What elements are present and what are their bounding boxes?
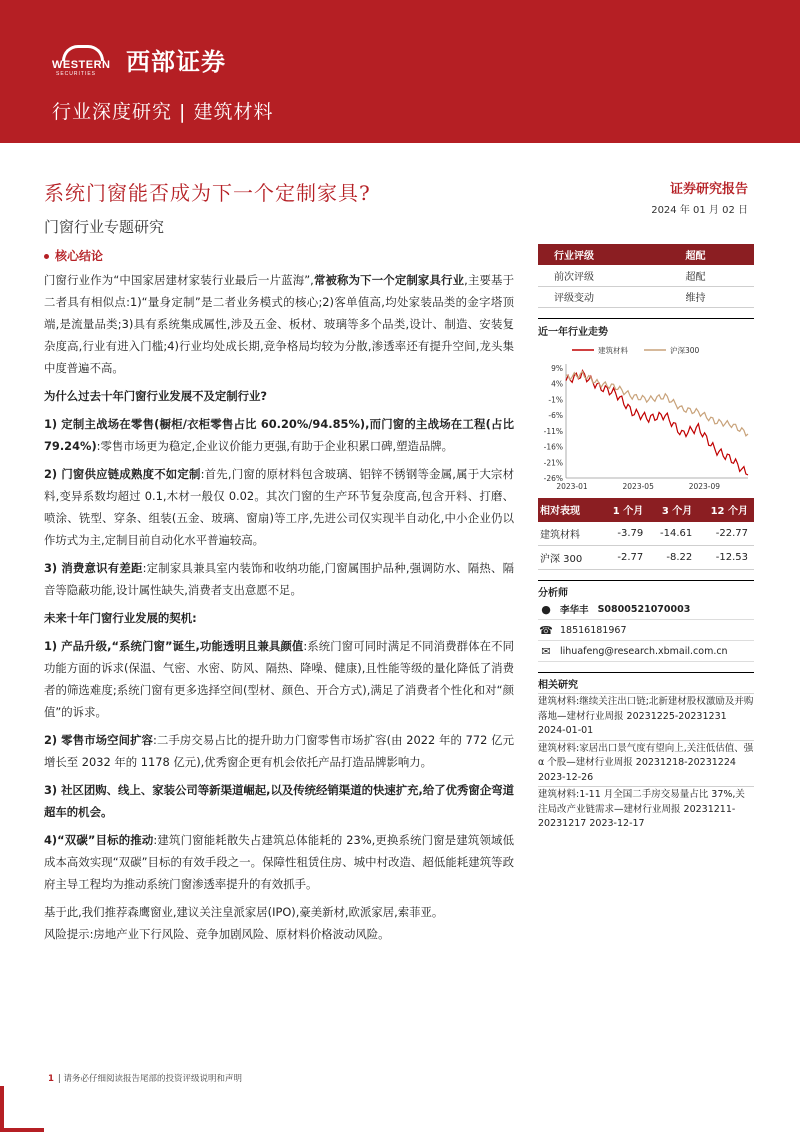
page-number: 1	[48, 1074, 54, 1084]
question-heading: 未来十年门窗行业发展的契机:	[44, 611, 197, 625]
y-tick-label: -1%	[548, 394, 563, 404]
company-name: 西部证券	[126, 48, 226, 76]
risk-note: 风险提示:房地产业下行风险、竞争加剧风险、原材料价格波动风险。	[44, 927, 390, 941]
header-banner	[0, 0, 800, 143]
paragraph: 3) 社区团购、线上、家装公司等新渠道崛起,以及传统经销渠道的快速扩充,给了优秀窗企弯道超车的机会。	[44, 783, 514, 819]
trend-chart-svg	[538, 338, 754, 490]
related-item[interactable]: 建筑材料:1-11 月全国二手房交易量占比 37%,关注局改产业链需求—建材行业周报 20231211-20231217 2023-12-17	[538, 786, 754, 833]
y-tick-label: 4%	[551, 379, 563, 389]
analyst-email-line[interactable]: ✉ lihuafeng@research.xbmail.com.cn	[538, 641, 754, 662]
main-text	[44, 269, 514, 951]
corner-decoration	[0, 1086, 4, 1132]
bullet-icon	[44, 254, 49, 259]
legend-label: 沪深300	[670, 345, 700, 355]
report-date: 2024 年 01 月 02 日	[651, 205, 748, 216]
trend-title: 近一年行业走势	[538, 318, 754, 338]
rating-row: 行业评级 超配	[538, 244, 754, 265]
y-tick-label: -16%	[543, 442, 563, 452]
rating-row: 前次评级 超配	[538, 265, 754, 286]
phone-icon: ☎	[539, 623, 553, 637]
corner-decoration	[0, 1128, 44, 1132]
related-title: 相关研究	[538, 672, 754, 691]
report-type: 证券研究报告	[669, 182, 748, 197]
y-tick-label: -11%	[543, 426, 563, 436]
paragraph: 4)“双碳”目标的推动:建筑门窗能耗散失占建筑总体能耗的 23%,更换系统门窗是建筑领域低成本高效实现“双碳”目标的有效手段之一。保障性租赁住房、城中村改造、超低能耗建筑等政府主导工程均为推动系统门窗渗透率提升的有效抓手。	[44, 833, 514, 891]
question-heading: 为什么过去十年门窗行业发展不及定制行业?	[44, 389, 268, 403]
performance-row: 沪深 300 -2.77 -8.22 -12.53	[538, 546, 754, 570]
performance-header: 相对表现 1 个月 3 个月 12 个月	[538, 498, 754, 522]
person-icon: ●	[541, 602, 551, 616]
company-logo	[52, 42, 226, 77]
rating-table	[538, 244, 754, 308]
performance-table	[538, 498, 754, 571]
y-tick-label: 9%	[551, 363, 563, 373]
paragraph: 2) 零售市场空间扩容:二手房交易占比的提升助力门窗零售市场扩容(由 2022 年的 772 亿元增长至 2032 年的 1178 亿元),优秀窗企更有机会依托产品打造品牌影响力。	[44, 733, 514, 769]
mail-icon: ✉	[541, 644, 551, 658]
x-tick-label: 2023-09	[688, 481, 721, 490]
paragraph: 基于此,我们推荐森鹰窗业,建议关注皇派家居(IPO),豪美新材,欧派家居,索菲亚。	[44, 905, 444, 919]
x-tick-label: 2023-05	[622, 481, 654, 490]
key-conclusion-heading: 核心结论	[44, 247, 103, 264]
paragraph: 3) 消费意识有差距:定制家具兼具室内装饰和收纳功能,门窗属围护品种,强调防水、隔热、隔音等隐蔽功能,设计属性缺失,消费者支出意愿不足。	[44, 561, 514, 597]
footer	[48, 1072, 242, 1084]
disclaimer: | 请务必仔细阅读报告尾部的投资评级说明和声明	[57, 1074, 242, 1084]
y-tick-label: -26%	[543, 473, 563, 483]
bull-logo-icon: WESTERN SECURITIES	[52, 45, 114, 75]
related-item[interactable]: 建筑材料:继续关注出口链;北新建材股权激励及并购落地—建材行业周报 20231225-20231231 2024-01-01	[538, 693, 754, 740]
series-line-building-materials	[566, 370, 748, 474]
paragraph: 门窗行业作为“中国家居建材家装行业最后一片蓝海”,常被称为下一个定制家具行业,主要基于二者具有相似点:1)“量身定制”是二者业务模式的核心;2)客单值高,均处家装品类的金字塔顶端,是流量品类;3)具有系统集成属性,涉及五金、板材、玻璃等多个品类,设计、制造、安装复杂度高,行业有进入门槛;4)行业均处成长期,竞争格局均较为分散,渗透率还有提升空间,龙头集中度普遍不高。	[44, 273, 514, 375]
performance-row: 建筑材料 -3.79 -14.61 -22.77	[538, 522, 754, 546]
y-tick-label: -21%	[543, 457, 563, 467]
report-subtitle: 门窗行业专题研究	[44, 218, 165, 236]
x-tick-label: 2023-01	[556, 481, 588, 490]
series-line-csi300	[566, 371, 748, 435]
report-title: 系统门窗能否成为下一个定制家具?	[44, 181, 371, 205]
paragraph: 2) 门窗供应链成熟度不如定制:首先,门窗的原材料包含玻璃、铝锌不锈钢等金属,属于大宗材料,变异系数均超过 0.1,木材一般仅 0.02。其次门窗的生产环节复杂度高,包含开料、打磨、喷涂、铣型、穿条、组装(五金、玻璃、窗扇)等工序,先进公司仅实现半自动化,中小企业仍以作坊式为主,定制目前自动化水平普遍较高。	[44, 467, 514, 547]
trend-chart	[538, 338, 754, 490]
y-tick-label: -6%	[548, 410, 563, 420]
report-category: 行业深度研究 | 建筑材料	[52, 101, 274, 123]
sidebar	[538, 244, 754, 833]
analyst-title: 分析师	[538, 580, 754, 599]
analyst-phone-line: ☎ 18516181967	[538, 620, 754, 641]
paragraph: 1) 产品升级,“系统门窗”诞生,功能透明且兼具颜值:系统门窗可同时满足不同消费群体在不同功能方面的诉求(保温、气密、水密、防风、隔热、降噪、健康),且性能等级的量化降低了消费者的筛选难度;系统门窗有更多选择空间(型材、颜色、开合方式),满足了消费者个性化和对“颜值”的诉求。	[44, 639, 514, 719]
rating-row: 评级变动 维持	[538, 286, 754, 307]
paragraph: 1) 定制主战场在零售(橱柜/衣柜零售占比 60.20%/94.85%),而门窗的主战场在工程(占比 79.24%):零售市场更为稳定,企业议价能力更强,有助于企业积累口碑,塑造品牌。	[44, 417, 514, 453]
related-list	[538, 693, 754, 833]
related-item[interactable]: 建筑材料:家居出口景气度有望向上,关注低估值、强 α 个股—建材行业周报 20231218-20231224 2023-12-26	[538, 740, 754, 787]
analyst-name-line: ● 李华丰 S0800521070003	[538, 599, 754, 620]
legend-label: 建筑材料	[598, 345, 628, 355]
